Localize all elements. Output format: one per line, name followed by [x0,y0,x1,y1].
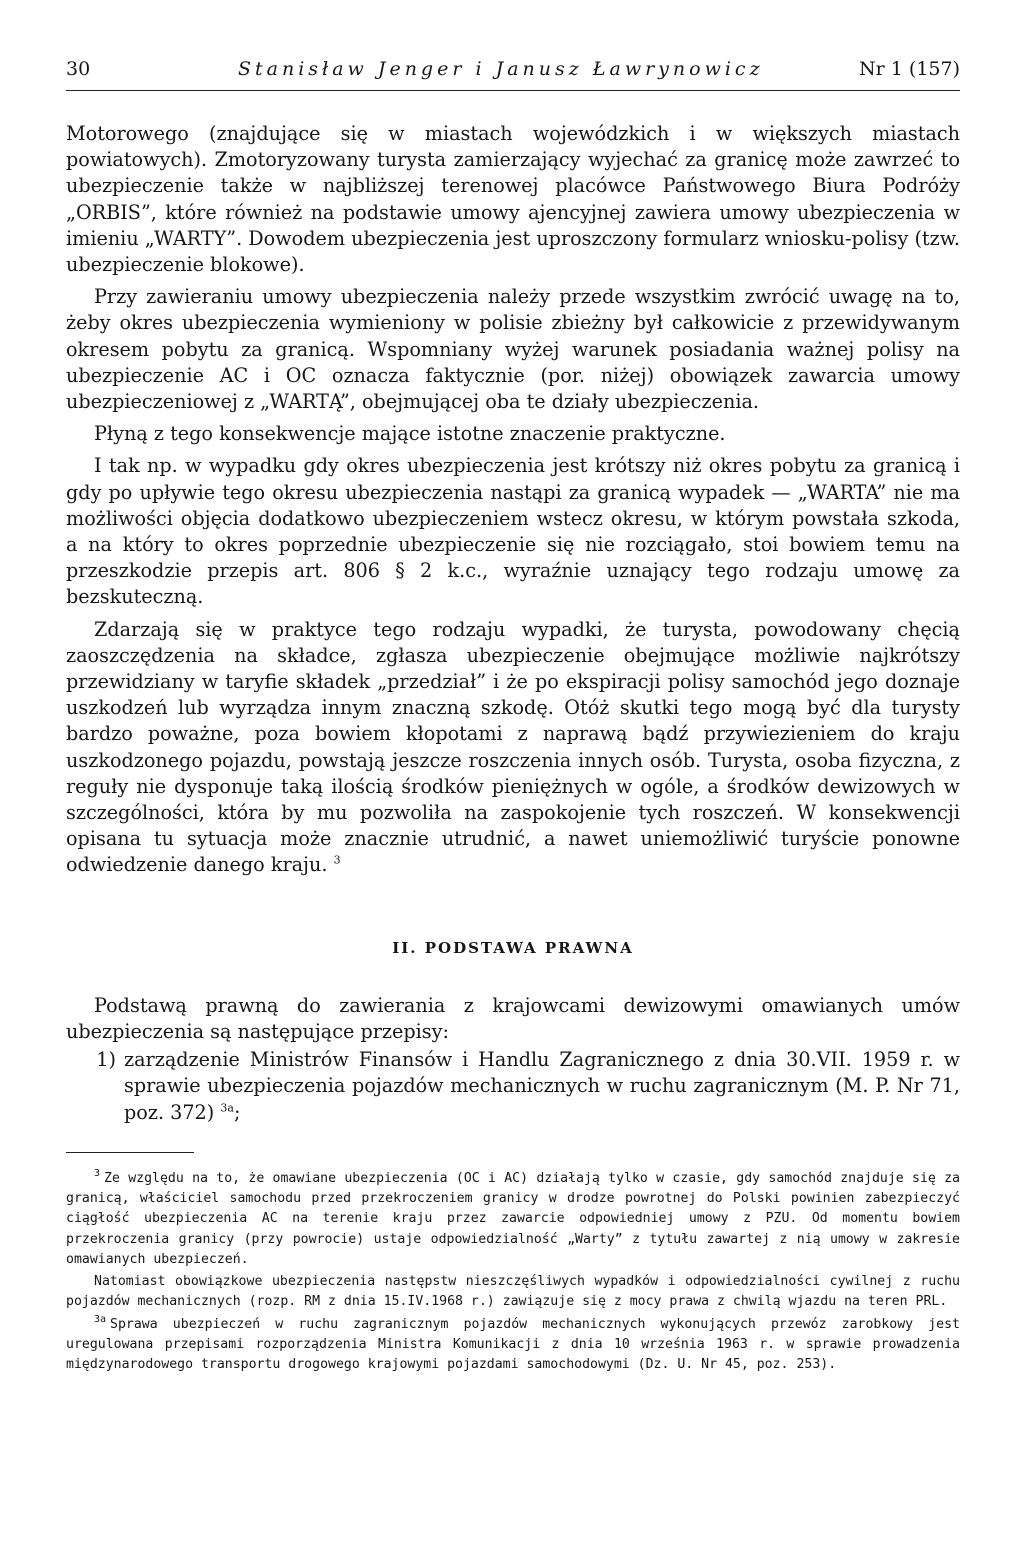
footnote-text: Ze względu na to, że omawiane ubezpieczenia (OC i AC) działają tylko w czasie, gdy samochód znajduje się za granicą, właściciel samochodu przed przekroczeniem granicy w drodze powrotnej do Polski powinien zabezpieczyć ciągłość ubezpieczenia AC na terenie kraju przez zawarcie odpowiedniej umowy z PZU. Od momentu bowiem przekroczenia granicy (przy powrocie) ustaje odpowiedzialność „Warty” z tytułu zawartej z nią umowy w zakresie omawianych ubezpieczeń. [66,1170,960,1267]
document-page [66,58,960,1378]
running-header [66,58,960,91]
body-text [66,121,960,879]
footnote-3-continued [66,1272,960,1313]
footnote-mark: 3 [94,1168,101,1180]
section-intro: Podstawą prawną do zawierania z krajowcami dewizowymi omawianych umów ubezpieczenia są następujące przepisy: [66,993,960,1043]
paragraph-5 [66,617,960,879]
paragraph-4: I tak np. w wypadku gdy okres ubezpieczenia jest krótszy niż okres pobytu za granicą i gdy po upływie tego okresu ubezpieczenia nastąpi za granicą wypadek — „WARTA” nie ma możliwości objęcia dodatkowo ubezpieczeniem wstecz okresu, w którym powstała szkoda, a na który to okres poprzednie ubezpieczenie się nie rozciągało, stoi bowiem temu na przeszkodzie przepis art. 806 § 2 k.c., wyraźnie uznający tego rodzaju umowę za bezskuteczną. [66,454,960,609]
legal-acts-list [66,1047,960,1126]
footnotes [66,1169,960,1376]
issue-number: Nr 1 (157) [859,58,960,80]
footnote-text: Natomiast obowiązkowe ubezpieczenia następstw nieszczęśliwych wypadków i odpowiedzialności cywilnej z ruchu pojazdów mechanicznych (rozp. RM z dnia 15.IV.1968 r.) zawiązuje się z mocy prawa z chwilą wjazdu na teren PRL. [66,1274,960,1310]
page-number: 30 [66,58,91,80]
list-item [66,1047,960,1126]
footnote-text: Sprawa ubezpieczeń w ruchu zagranicznym pojazdów mechanicznych wykonujących przewóz zarobkowy jest uregulowana przepisami rozporządzenia Ministra Komunikacji z dnia 10 września 1963 r. w sprawie prowadzenia międzynarodowego transportu drogowego krajowymi pojazdami samochodowymi (Dz. U. Nr 45, poz. 253). [66,1316,960,1373]
paragraph-1: Motorowego (znajdujące się w miastach wojewódzkich i w większych miastach powiatowych). Zmotoryzowany turysta zamierzający wyjechać za granicę może zawrzeć to ubezpieczenie także w najbliższej terenowej placówce Państwowego Biura Podróży „ORBIS”, które również na podstawie umowy ajencyjnej zawiera umowy ubezpieczenia w imieniu „WARTY”. Dowodem ubezpieczenia jest uproszczony formularz wniosku-polisy (tzw. ubezpieczenie blokowe). [66,122,960,277]
running-title-authors: Stanisław Jenger i Janusz Ławrynowicz [238,58,764,80]
list-item-end: ; [233,1100,241,1124]
section-heading: II. PODSTAWA PRAWNA [392,938,634,957]
footnote-3a [66,1315,960,1376]
footnote-mark: 3a [94,1314,107,1326]
footnote-3 [66,1169,960,1270]
section-body [66,993,960,1126]
paragraph-2: Przy zawieraniu umowy ubezpieczenia należy przede wszystkim zwrócić uwagę na to, żeby okres ubezpieczenia wymieniony w polisie zbieżny był całkowicie z przewidywanym okresem pobytu za granicą. Wspomniany wyżej warunek posiadania ważnej polisy na ubezpieczenie AC i OC oznacza faktycznie (por. niżej) obowiązek zawarcia umowy ubezpieczeniowej z „WARTĄ”, obejmującej oba te działy ubezpieczenia. [66,285,960,414]
footnote-ref-3: 3 [333,854,341,868]
footnote-divider [66,1152,194,1153]
paragraph-3: Płyną z tego konsekwencje mające istotne znaczenie praktyczne. [94,422,726,446]
list-item-body: zarządzenie Ministrów Finansów i Handlu Zagranicznego z dnia 30.VII. 1959 r. w sprawie ubezpieczenia pojazdów mechanicznych w ruchu zagranicznym (M. P. Nr 71, poz. 372) [124,1048,960,1124]
paragraph-5-text: Zdarzają się w praktyce tego rodzaju wypadki, że turysta, powodowany chęcią zaoszczędzenia na składce, zgłasza ubezpieczenie obejmujące możliwie najkrótszy przewidziany w taryfie składek „przedział” i że po ekspiracji polisy samochód jego doznaje uszkodzeń lub wyrządza innym znaczną szkodę. Otóż skutki tego mogą być dla turysty bardzo poważne, poza bowiem kłopotami z naprawą bądź przywiezieniem do kraju uszkodzonego pojazdu, powstają jeszcze roszczenia innych osób. Turysta, osoba fizyczna, z reguły nie dysponuje taką ilością środków pieniężnych w ogóle, a środków dewizowych w szczególności, która by mu pozwoliła na zaspokojenie tych roszczeń. W konsekwencji opisana tu sytuacja może znacznie utrudnić, a nawet uniemożliwić turyście ponowne odwiedzenie danego kraju. [66,617,960,877]
list-item-number: 1) [96,1048,116,1072]
footnote-ref-3a: 3a [220,1101,234,1115]
list-item-text [124,1047,960,1126]
